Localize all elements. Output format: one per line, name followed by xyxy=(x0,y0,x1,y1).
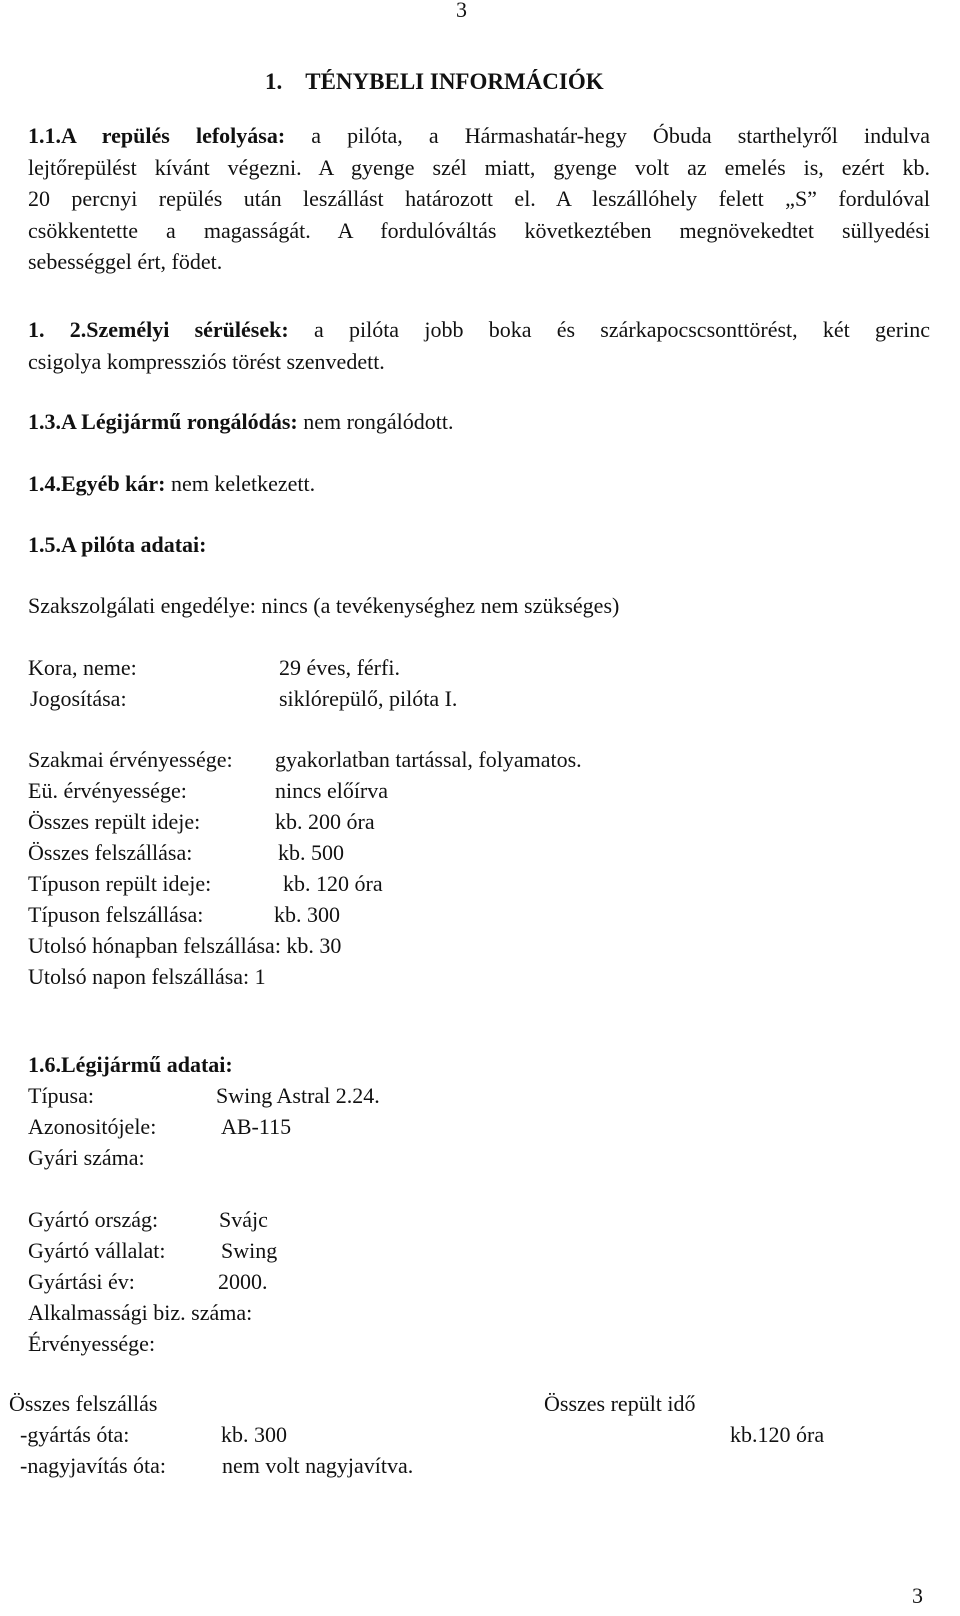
prof-validity-value: gyakorlatban tartással, folyamatos. xyxy=(275,747,582,772)
section-1-2 xyxy=(28,314,930,377)
section-1-1 xyxy=(28,120,930,278)
total-time-label: Összes repült ideje: xyxy=(28,809,201,834)
total-time-value: kb. 200 óra xyxy=(275,809,375,834)
type-time-value: kb. 120 óra xyxy=(283,871,383,896)
section-1-5-label: 1.5.A pilóta adatai: xyxy=(28,532,207,557)
total-launch-value: kb. 500 xyxy=(278,840,344,865)
section-1-4-text: nem keletkezett. xyxy=(165,471,316,496)
section-1-1-line: a pilóta, a Hármashatár-hegy Óbuda starthelyről indulva xyxy=(285,123,931,148)
validity-label: Érvényessége: xyxy=(28,1331,156,1356)
medical-label: Eü. érvényessége: xyxy=(28,778,187,803)
total-launch-label: Összes felszállása: xyxy=(28,840,193,865)
country-label: Gyártó ország: xyxy=(28,1207,159,1232)
country-value: Svájc xyxy=(219,1207,268,1232)
title-text: TÉNYBELI INFORMÁCIÓK xyxy=(305,69,604,94)
section-1-3-text: nem rongálódott. xyxy=(297,409,454,434)
company-label: Gyártó vállalat: xyxy=(28,1238,166,1263)
age-label: Kora, neme: xyxy=(28,655,137,680)
last-month-line: Utolsó hónapban felszállása: kb. 30 xyxy=(28,933,342,958)
page-title xyxy=(265,68,604,96)
section-1-3-label: 1.3.A Légijármű rongálódás: xyxy=(28,409,298,434)
section-1-6-label: 1.6.Légijármű adatai: xyxy=(28,1052,233,1077)
total-time-header: Összes repült idő xyxy=(544,1391,696,1416)
serial-label: Gyári száma: xyxy=(28,1145,145,1170)
title-number: 1. xyxy=(265,69,283,94)
section-1-2-label: 1. 2.Személyi sérülések: xyxy=(28,317,289,342)
airworthiness-label: Alkalmassági biz. száma: xyxy=(28,1300,253,1325)
year-value: 2000. xyxy=(218,1269,268,1294)
page-number-bottom: 3 xyxy=(912,1583,923,1608)
aircraft-id-value: AB-115 xyxy=(221,1114,292,1139)
type-launch-label: Típuson felszállása: xyxy=(28,902,204,927)
section-1-2-line: csigolya kompressziós törést szenvedett. xyxy=(28,348,385,374)
aircraft-type-label: Típusa: xyxy=(28,1083,94,1108)
total-launches-header: Összes felszállás xyxy=(9,1391,158,1416)
since-overhaul-value: nem volt nagyjavítva. xyxy=(222,1453,414,1478)
since-mfg-launches: kb. 300 xyxy=(221,1422,287,1447)
section-1-1-label: 1.1.A repülés lefolyása: xyxy=(28,123,286,148)
since-overhaul-label: -nagyjavítás óta: xyxy=(20,1453,167,1478)
section-1-1-line: 20 percnyi repülés után leszállást határozott el. A leszállóhely felett „S” fordulóval xyxy=(28,186,930,211)
rating-value: siklórepülő, pilóta I. xyxy=(279,686,458,711)
company-value: Swing xyxy=(221,1238,278,1263)
since-mfg-label: -gyártás óta: xyxy=(20,1422,130,1447)
section-1-1-line: sebességgel ért, födet. xyxy=(28,249,223,274)
aircraft-id-label: Azonositójele: xyxy=(28,1114,157,1139)
type-launch-value: kb. 300 xyxy=(274,902,340,927)
type-time-label: Típuson repült ideje: xyxy=(28,871,212,896)
license-line: Szakszolgálati engedélye: nincs (a tevékenységhez nem szükséges) xyxy=(28,593,620,618)
since-mfg-time: kb.120 óra xyxy=(730,1422,825,1447)
medical-value: nincs előírva xyxy=(275,778,389,803)
section-1-1-line: csökkentette a magasságát. A fordulóváltás következtében megnövekedtet süllyedési xyxy=(28,217,930,243)
aircraft-type-value: Swing Astral 2.24. xyxy=(216,1083,380,1108)
page-number-top: 3 xyxy=(456,0,467,22)
rating-label: Jogosítása: xyxy=(30,686,127,711)
section-1-4 xyxy=(28,470,315,498)
section-1-2-line: a pilóta jobb boka és szárkapocscsonttörést, két gerinc xyxy=(288,317,930,342)
last-day-line: Utolsó napon felszállása: 1 xyxy=(28,964,266,989)
section-1-4-label: 1.4.Egyéb kár: xyxy=(28,471,166,496)
prof-validity-label: Szakmai érvényessége: xyxy=(28,747,233,772)
section-1-3 xyxy=(28,408,454,436)
year-label: Gyártási év: xyxy=(28,1269,135,1294)
section-1-1-line: lejtőrepülést kívánt végezni. A gyenge szél miatt, gyenge volt az emelés is, ezért kb. xyxy=(28,154,930,180)
age-value: 29 éves, férfi. xyxy=(279,655,400,680)
